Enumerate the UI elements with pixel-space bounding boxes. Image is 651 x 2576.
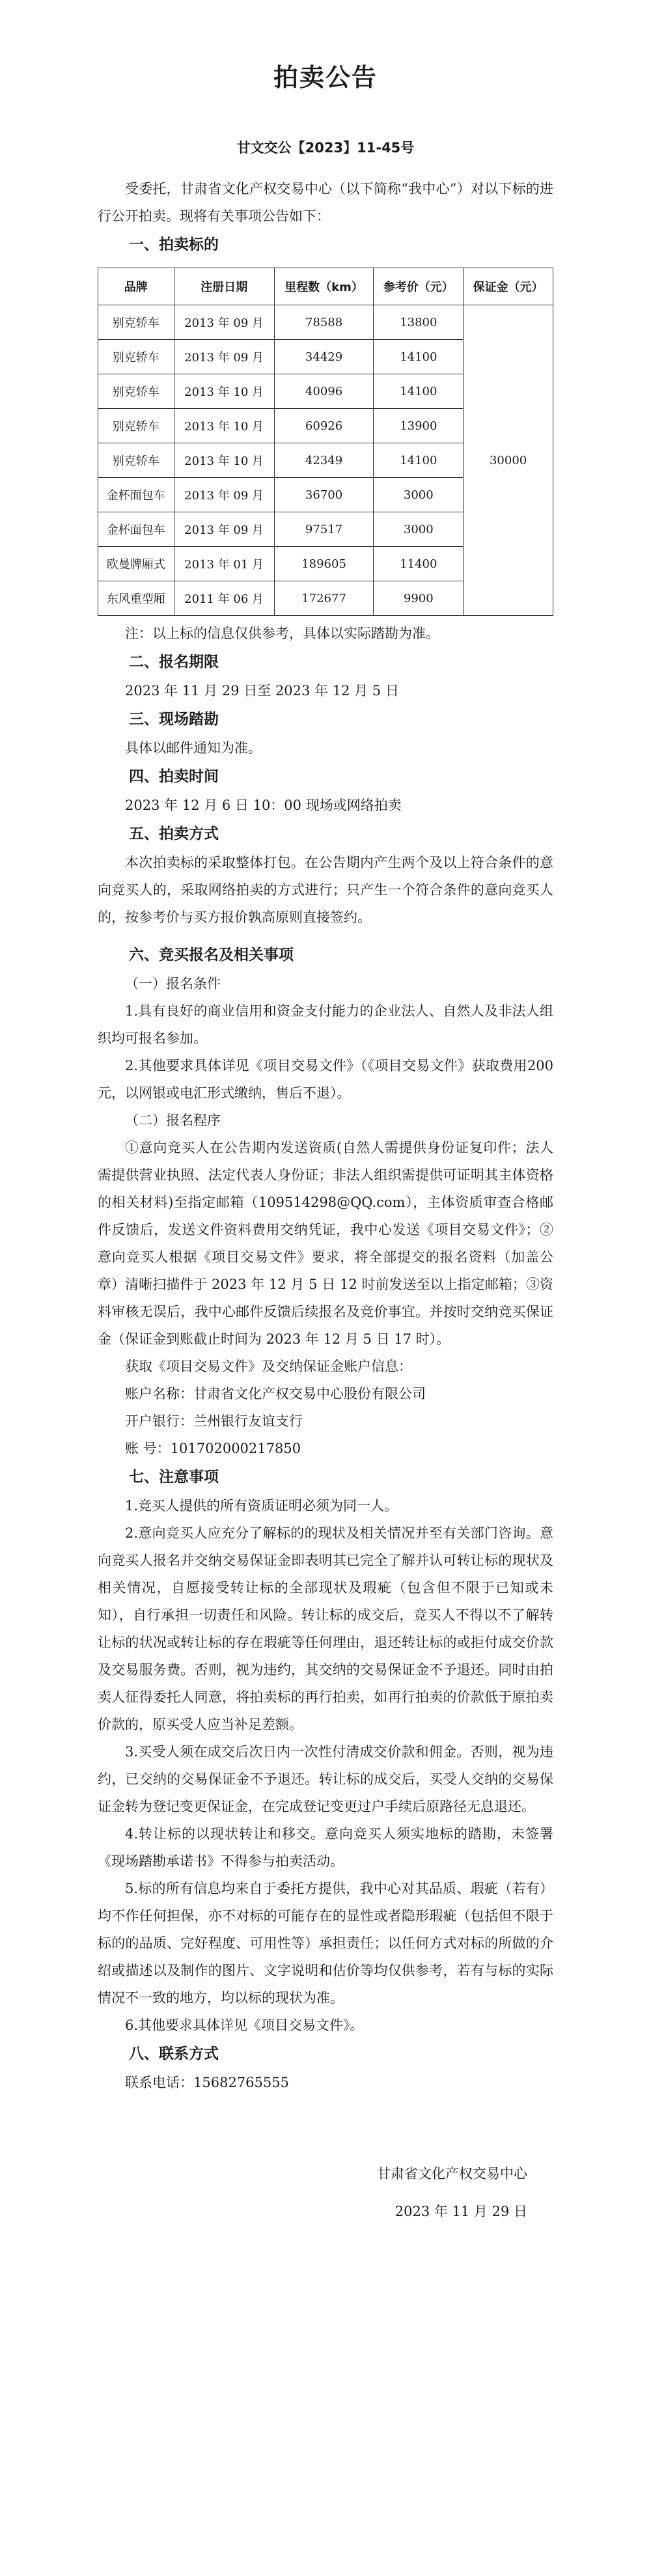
- auction-time-text: 2023 年 12 月 6 日 10：00 现场或网络拍卖: [125, 797, 402, 813]
- condition-2: 2.其他要求具体详见《项目交易文件》（《项目交易文件》获取费用200元，以网银或电汇形式缴纳，售后不退）。: [98, 1058, 553, 1101]
- notice-2: 2.意向竞买人应充分了解标的的现状及相关情况并至有关部门咨询。意向竞买人报名并交纳交易保证金即表明其已完全了解并认可转让标的现状及相关情况，自愿接受转让标的全部现状及瑕疵（包含但不限于已知或未知），自行承担一切责任和风险。转让标的成交后，竞买人不得以不了解转让标的状况或转让标的存在瑕疵等任何理由，退还转让标的或拒付成交价款及交易服务费。否则，视为违约，其交纳的交易保证金不予退还。同时由拍卖人征得委托人同意，将拍卖标的再行拍卖，如再行拍卖的价款低于原拍卖价款的，原买受人应当补足差额。: [98, 1525, 553, 1732]
- account-name: 账户名称：甘肃省文化产权交易中心股份有限公司: [125, 1386, 426, 1402]
- registration-period: 2023 年 11 月 29 日至 2023 年 12 月 5 日: [125, 683, 399, 699]
- cell-date: 2013 年 01 月: [174, 547, 274, 581]
- cell-date: 2013 年 10 月: [174, 443, 274, 478]
- cell-price: 14100: [374, 340, 464, 374]
- signature-block: [98, 2155, 553, 2230]
- page-title: 拍卖公告: [273, 63, 378, 92]
- section-heading-lots: 一、拍卖标的: [129, 236, 219, 253]
- cell-mileage: 60926: [274, 409, 374, 443]
- cell-date: 2013 年 09 月: [174, 305, 274, 340]
- section-heading-registration: 二、报名期限: [129, 654, 219, 671]
- cell-price: 11400: [374, 547, 464, 581]
- cell-date: 2013 年 09 月: [174, 340, 274, 374]
- lots-table: [98, 268, 553, 616]
- account-info: [98, 1353, 553, 1462]
- condition-1: 1.具有良好的商业信用和资金支付能力的企业法人、自然人及非法人组织均可报名参加。: [98, 1003, 553, 1046]
- contact-phone: 联系电话：15682765555: [125, 2075, 289, 2090]
- cell-brand: 别克轿车: [98, 409, 174, 443]
- cell-price: 9900: [374, 581, 464, 616]
- notice-6: 6.其他要求具体详见《项目交易文件》。: [125, 2017, 364, 2033]
- column-header: 里程数（km）: [274, 268, 374, 305]
- section-heading-inspection: 三、现场踏勘: [129, 711, 219, 728]
- table-row: [98, 305, 553, 340]
- cell-date: 2011 年 06 月: [174, 581, 274, 616]
- auction-method-text: 本次拍卖标的采取整体打包。在公告期内产生两个及以上符合条件的意向竞买人的，采取网络拍卖的方式进行；只产生一个符合条件的意向竞买人的，按参考价与买方报价孰高原则直接签约。: [98, 855, 553, 925]
- account-bank: 开户银行：兰州银行友谊支行: [125, 1413, 303, 1429]
- cell-deposit: 30000: [464, 305, 553, 616]
- cell-price: 14100: [374, 374, 464, 409]
- signature-date: 2023 年 11 月 29 日: [395, 2204, 527, 2219]
- table-header-row: [98, 268, 553, 305]
- account-title: 获取《项目交易文件》及交纳保证金账户信息：: [125, 1359, 412, 1374]
- cell-date: 2013 年 10 月: [174, 374, 274, 409]
- section-heading-notes: 七、注意事项: [129, 1469, 219, 1486]
- account-number: 账 号：101702000217850: [125, 1441, 301, 1456]
- inspection-text: 具体以邮件通知为准。: [125, 740, 262, 756]
- procedure-text: ①意向竞买人在公告期内发送资质(自然人需提供身份证复印件；法人需提供营业执照、法定代表人身份证；非法人组织需提供可证明其主体资格的相关材料)至指定邮箱（109514298@QQ.com），主体资质审查合格邮件反馈后，发送文件资料费用交纳凭证，我中心发送《项目交易文件》；②意向竞买人根据《项目交易文件》要求，将全部提交的报名资料（加盖公章）清晰扫描件于 2023 年 12 月 5 日 12 时前发送至以上指定邮箱；③资料审核无误后，我中心邮件反馈后续报名及竞价事宜。并按时交纳竞买保证金（保证金到账截止时间为 2023 年 12 月 5 日 17 时）。: [98, 1140, 553, 1347]
- cell-price: 3000: [374, 478, 464, 512]
- section-heading-bidding: 六、竞买报名及相关事项: [129, 947, 294, 963]
- cell-mileage: 172677: [274, 581, 374, 616]
- section-heading-auction-time: 四、拍卖时间: [129, 768, 219, 785]
- cell-brand: 金杯面包车: [98, 512, 174, 547]
- cell-brand: 欧曼牌厢式: [98, 547, 174, 581]
- cell-brand: 别克轿车: [98, 374, 174, 409]
- cell-price: 13900: [374, 409, 464, 443]
- cell-mileage: 78588: [274, 305, 374, 340]
- cell-price: 13800: [374, 305, 464, 340]
- section-heading-auction-method: 五、拍卖方式: [129, 825, 219, 842]
- cell-date: 2013 年 09 月: [174, 512, 274, 547]
- subheading-procedure: （二）报名程序: [125, 1113, 221, 1128]
- cell-mileage: 34429: [274, 340, 374, 374]
- cell-brand: 别克轿车: [98, 340, 174, 374]
- notice-1: 1.竞买人提供的所有资质证明必须为同一人。: [125, 1498, 398, 1514]
- intro-paragraph: 受委托，甘肃省文化产权交易中心（以下简称“我中心”）对以下标的进行公开拍卖。现将有关事项公告如下：: [98, 181, 553, 224]
- cell-date: 2013 年 10 月: [174, 409, 274, 443]
- column-header: 品牌: [98, 268, 174, 305]
- cell-mileage: 42349: [274, 443, 374, 478]
- cell-mileage: 189605: [274, 547, 374, 581]
- column-header: 保证金（元）: [464, 268, 553, 305]
- cell-brand: 东风重型厢: [98, 581, 174, 616]
- cell-mileage: 40096: [274, 374, 374, 409]
- table-note: 注：以上标的信息仅供参考，具体以实际踏勘为准。: [125, 626, 439, 641]
- notice-3: 3.买受人须在成交后次日内一次性付清成交价款和佣金。否则，视为违约，已交纳的交易保证金不予退还。转让标的成交后，买受人交纳的交易保证金转为登记变更保证金，在完成登记变更过户手续后原路径无息退还。: [98, 1744, 553, 1814]
- section-heading-contact: 八、联系方式: [129, 2045, 219, 2062]
- cell-mileage: 36700: [274, 478, 374, 512]
- cell-price: 3000: [374, 512, 464, 547]
- signature-org: 甘肃省文化产权交易中心: [377, 2166, 527, 2181]
- notice-5: 5.标的所有信息均来自于委托方提供，我中心对其品质、瑕疵（若有）均不作任何担保，亦不对标的可能存在的显性或者隐形瑕疵（包括但不限于标的的品质、完好程度、可用性等）承担责任；以任何方式对标的所做的介绍或描述以及制作的图片、文字说明和估价等均仅供参考，若有与标的实际情况不一致的地方，均以标的现状为准。: [98, 1881, 553, 2006]
- notice-4: 4.转让标的以现状转让和移交。意向竞买人须实地标的踏勘，未签署《现场踏勘承诺书》不得参与拍卖活动。: [98, 1826, 553, 1869]
- cell-date: 2013 年 09 月: [174, 478, 274, 512]
- cell-brand: 别克轿车: [98, 305, 174, 340]
- cell-mileage: 97517: [274, 512, 374, 547]
- column-header: 参考价（元）: [374, 268, 464, 305]
- cell-brand: 金杯面包车: [98, 478, 174, 512]
- column-header: 注册日期: [174, 268, 274, 305]
- subheading-conditions: （一）报名条件: [125, 976, 221, 991]
- cell-brand: 别克轿车: [98, 443, 174, 478]
- cell-price: 14100: [374, 443, 464, 478]
- document-number: 甘文交公【2023】11-45号: [236, 140, 415, 156]
